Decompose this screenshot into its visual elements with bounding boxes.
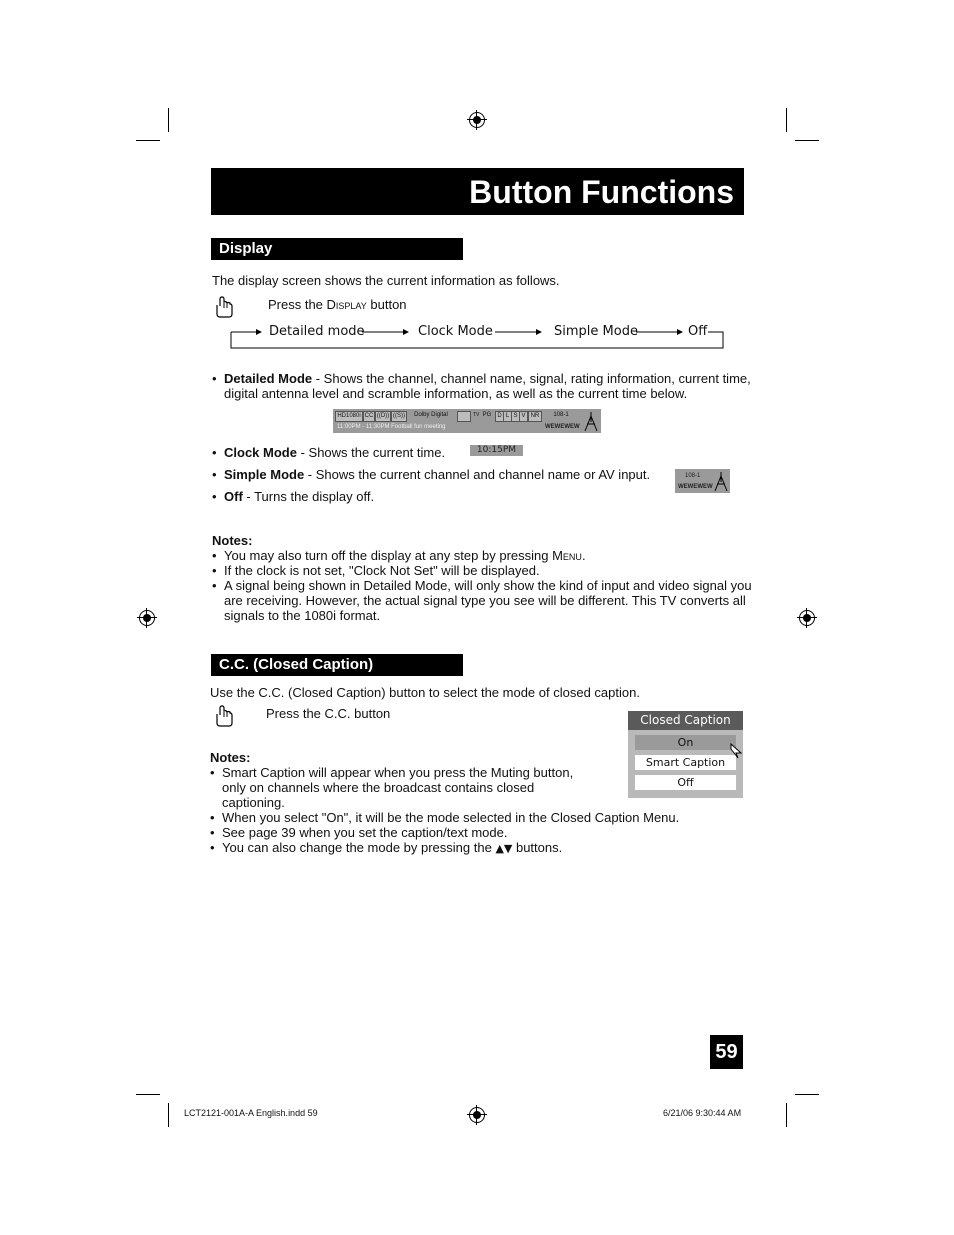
desc: - Shows the channel, channel name, signal, rating information, current time, (312, 371, 751, 386)
term: Simple Mode (224, 467, 305, 482)
note-line: You can also change the mode by pressing the (222, 840, 496, 855)
detailed-osd-banner (333, 409, 601, 433)
osd-cell: PG (482, 412, 492, 418)
note-text: You may also turn off the display at any step by pressing (224, 548, 553, 563)
osd-cell: ((D)) (375, 411, 391, 422)
menu-button-name: Menu (552, 548, 582, 563)
up-down-arrows-icon: ▲▼ (495, 842, 513, 855)
osd-channel: 108-1 (553, 412, 569, 418)
press-suffix: button (366, 297, 407, 312)
osd-cell: HD1080i (335, 411, 363, 422)
registration-mark-icon (799, 610, 815, 626)
crop-mark (786, 1103, 787, 1127)
hand-press-icon (213, 296, 235, 318)
note-tail: buttons. (512, 840, 563, 855)
osd-cell: NR (528, 411, 542, 422)
crop-mark (136, 140, 160, 141)
note-line: A signal being shown in Detailed Mode, will only show the kind of input and video signal you (224, 578, 752, 593)
note-line: only on channels where the broadcast contains closed (222, 780, 535, 795)
flow-clock-mode: Clock Mode (418, 324, 493, 339)
term: Off (224, 489, 243, 504)
footer-file: LCT2121-001A-A English.indd 59 (184, 1108, 318, 1118)
osd-channel-name: WEWEWEW (545, 424, 580, 430)
registration-mark-icon (469, 1107, 485, 1123)
section-heading-display: Display (211, 238, 463, 260)
note-line: captioning. (222, 795, 285, 810)
note-line: signals to the 1080i format. (224, 608, 381, 623)
crop-mark (136, 1094, 160, 1095)
note-tail: . (581, 548, 586, 563)
press-display-instruction (268, 297, 407, 312)
flow-simple-mode: Simple Mode (554, 324, 638, 339)
antenna-icon (713, 470, 729, 492)
note-line: See page 39 when you set the caption/text mode. (222, 825, 508, 840)
menu-item-on[interactable]: On (635, 735, 736, 750)
simple-osd (675, 469, 730, 493)
osd-cell: S (511, 411, 520, 422)
clock-osd: 10:15PM (470, 445, 523, 456)
osd-cell: Dolby Digital (414, 412, 448, 418)
menu-title: Closed Caption (628, 711, 743, 730)
flow-detailed-mode: Detailed mode (269, 324, 365, 339)
note-line: Smart Caption will appear when you press the Muting button, (222, 765, 574, 780)
desc-2: digital antenna level and scramble information, as well as the current time below. (224, 386, 688, 401)
registration-mark-icon (139, 610, 155, 626)
crop-mark (168, 1103, 169, 1127)
note-line: When you select "On", it will be the mode selected in the Closed Caption Menu. (222, 810, 680, 825)
osd-cell: L (503, 411, 512, 422)
display-notes-heading: Notes: (212, 533, 253, 548)
cc-notes-heading: Notes: (210, 750, 251, 765)
term: Clock Mode (224, 445, 297, 460)
section-heading-closed-caption: C.C. (Closed Caption) (211, 654, 463, 676)
osd-cell: CC (363, 411, 375, 422)
registration-mark-icon (469, 112, 485, 128)
crop-mark (168, 108, 169, 132)
cc-intro: Use the C.C. (Closed Caption) button to select the mode of closed caption. (210, 685, 640, 700)
hand-press-icon (213, 705, 235, 727)
menu-item-smart-caption[interactable]: Smart Caption (635, 755, 736, 770)
crop-mark (795, 1094, 819, 1095)
osd-time-row: 11:00PM - 11:30PM Football fun meeting (337, 424, 446, 430)
note-line: are receiving. However, the actual signal type you see will be different. This TV converts all (224, 593, 746, 608)
osd-cell: TV (473, 412, 480, 418)
footer-date: 6/21/06 9:30:44 AM (663, 1108, 742, 1118)
display-intro: The display screen shows the current information as follows. (212, 273, 560, 288)
crop-mark (786, 108, 787, 132)
simple-osd-name: WEWEWEW (678, 484, 713, 490)
term: Detailed Mode (224, 371, 313, 386)
press-prefix: Press the (268, 297, 327, 312)
crop-mark (795, 140, 819, 141)
osd-cell: D (495, 411, 504, 422)
page-title: Button Functions (469, 174, 734, 210)
desc: - Shows the current time. (296, 445, 446, 460)
note-text: If the clock is not set, "Clock Not Set" will be displayed. (224, 563, 540, 578)
page-number: 59 (710, 1035, 743, 1069)
simple-osd-channel: 108-1 (685, 473, 701, 479)
desc: - Shows the current channel and channel name or AV input. (304, 467, 651, 482)
desc: - Turns the display off. (242, 489, 375, 504)
title-bar (211, 168, 744, 215)
menu-item-off[interactable]: Off (635, 775, 736, 790)
press-cc-instruction: Press the C.C. button (266, 706, 391, 721)
display-button-name: Display (326, 297, 367, 312)
antenna-icon (583, 410, 599, 432)
osd-cell: V (519, 411, 528, 422)
closed-caption-menu (628, 711, 743, 798)
flow-off: Off (688, 324, 708, 339)
cursor-arrow-icon (729, 743, 743, 759)
osd-blank-cell (457, 411, 471, 422)
osd-cell: ((S)) (391, 411, 407, 422)
